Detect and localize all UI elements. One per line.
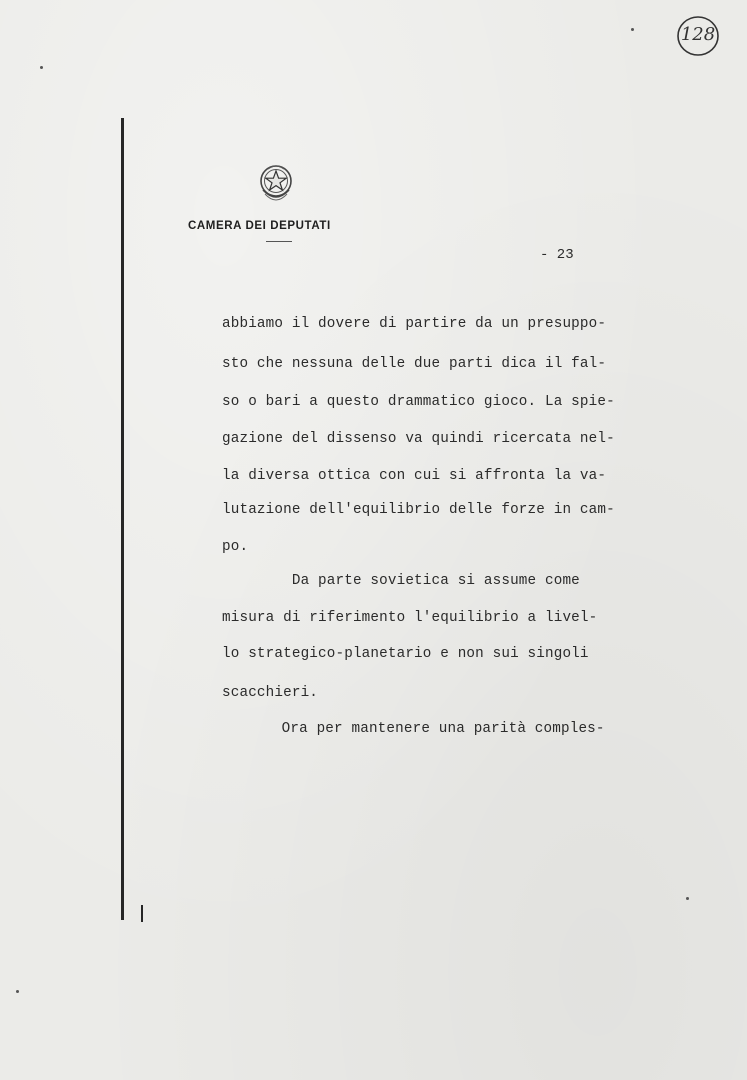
text-line: Ora per mantenere una parità comples- bbox=[238, 721, 605, 737]
text-line: gazione del dissenso va quindi ricercata nel- bbox=[222, 431, 615, 447]
text-line: so o bari a questo drammatico gioco. La spie- bbox=[222, 394, 615, 410]
scan-speck bbox=[40, 66, 43, 69]
archive-number-stamp bbox=[676, 14, 720, 58]
text-line: sto che nessuna delle due parti dica il fal- bbox=[222, 356, 607, 372]
margin-rule-end bbox=[141, 905, 143, 922]
text-line: lutazione dell'equilibrio delle forze in cam- bbox=[222, 502, 615, 518]
scan-speck bbox=[686, 897, 689, 900]
archive-number: 128 bbox=[680, 24, 716, 45]
text-line: misura di riferimento l'equilibrio a livel- bbox=[222, 610, 598, 626]
text-line: lo strategico-planetario e non sui singoli bbox=[222, 646, 589, 662]
page-number: - 23 bbox=[540, 247, 574, 263]
text-line: abbiamo il dovere di partire da un presuppo- bbox=[222, 316, 607, 332]
text-line: Da parte sovietica si assume come bbox=[222, 573, 580, 589]
margin-rule bbox=[121, 118, 124, 920]
italian-republic-emblem-icon bbox=[256, 160, 296, 208]
scan-speck bbox=[631, 28, 634, 31]
text-line: po. bbox=[222, 539, 249, 555]
text-line: la diversa ottica con cui si affronta la va- bbox=[222, 468, 607, 484]
scan-speck bbox=[16, 990, 19, 993]
institution-heading: CAMERA DEI DEPUTATI bbox=[188, 220, 331, 232]
heading-underline bbox=[266, 241, 292, 242]
text-line: scacchieri. bbox=[222, 685, 319, 701]
